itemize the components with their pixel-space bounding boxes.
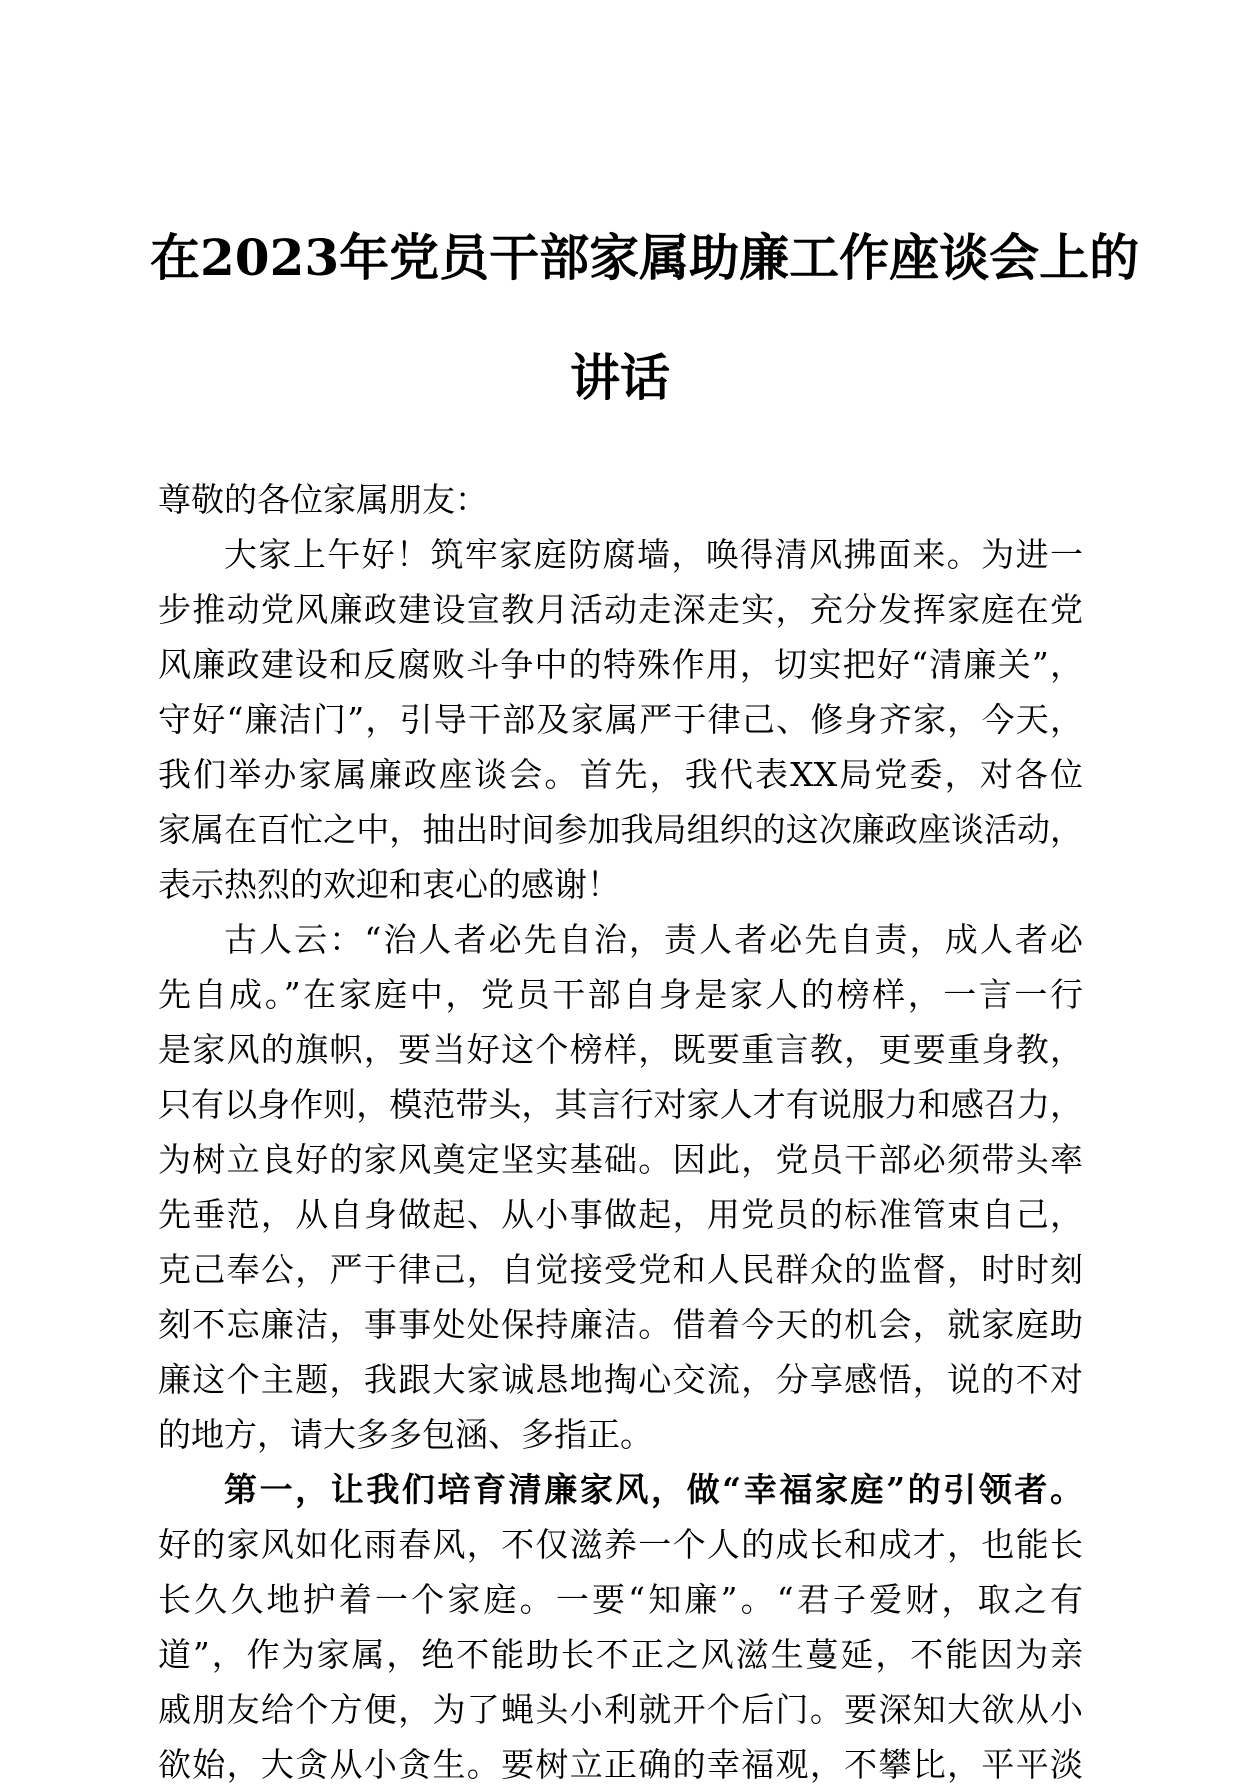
body-text-line: 克己奉公，严于律己，自觉接受党和人民群众的监督，时时刻 (158, 1250, 1083, 1289)
body-text-line: 好的家风如化雨春风，不仅滋养一个人的成长和成才，也能长 (158, 1525, 1083, 1564)
body-text-line: 长久久地护着一个家庭。一要“知廉”。“君子爱财，取之有 (158, 1580, 1083, 1619)
body-text-line: 的地方，请大多多包涵、多指正。 (158, 1415, 653, 1454)
body-text-line: 家属在百忙之中，抽出时间参加我局组织的这次廉政座谈活动， (158, 810, 1083, 849)
body-text-line: 步推动党风廉政建设宣教月活动走深走实，充分发挥家庭在党 (158, 590, 1083, 629)
body-text-line: 我们举办家属廉政座谈会。首先，我代表XX局党委，对各位 (158, 755, 1083, 794)
body-text-line: 只有以身作则，模范带头，其言行对家人才有说服力和感召力， (158, 1085, 1083, 1124)
body-text-line: 先垂范，从自身做起、从小事做起，用党员的标准管束自己， (158, 1195, 1083, 1234)
body-text-line: 尊敬的各位家属朋友： (158, 480, 488, 519)
document-body (158, 472, 1083, 1792)
body-text-line: 戚朋友给个方便，为了蝇头小利就开个后门。要深知大欲从小 (158, 1690, 1083, 1729)
section-heading-line: 第一，让我们培育清廉家风，做“幸福家庭”的引领者。 (224, 1470, 1083, 1509)
document-title-line-1: 在2023年党员干部家属助廉工作座谈会上的 (150, 228, 1140, 287)
body-text-line: 廉这个主题，我跟大家诚恳地掏心交流，分享感悟，说的不对 (158, 1360, 1083, 1399)
body-text-line: 古人云：“治人者必先自治，责人者必先自责，成人者必 (224, 920, 1083, 959)
document-title-line-2: 讲话 (570, 348, 670, 407)
body-text-line: 欲始，大贪从小贪生。要树立正确的幸福观，不攀比，平平淡 (158, 1745, 1083, 1784)
body-text-line: 是家风的旗帜，要当好这个榜样，既要重言教，更要重身教， (158, 1030, 1083, 1069)
body-text-line: 为树立良好的家风奠定坚实基础。因此，党员干部必须带头率 (158, 1140, 1083, 1179)
body-text-line: 风廉政建设和反腐败斗争中的特殊作用，切实把好“清廉关”， (158, 645, 1083, 684)
body-text-line: 表示热烈的欢迎和衷心的感谢！ (158, 865, 620, 904)
body-text-line: 刻不忘廉洁，事事处处保持廉洁。借着今天的机会，就家庭助 (158, 1305, 1083, 1344)
body-text-line: 大家上午好！筑牢家庭防腐墙，唤得清风拂面来。为进一 (224, 535, 1083, 574)
body-text-line: 道”，作为家属，绝不能助长不正之风滋生蔓延，不能因为亲 (158, 1635, 1083, 1674)
body-text-line: 守好“廉洁门”，引导干部及家属严于律己、修身齐家，今天， (158, 700, 1083, 739)
body-text-line: 先自成。”在家庭中，党员干部自身是家人的榜样，一言一行 (158, 975, 1083, 1014)
